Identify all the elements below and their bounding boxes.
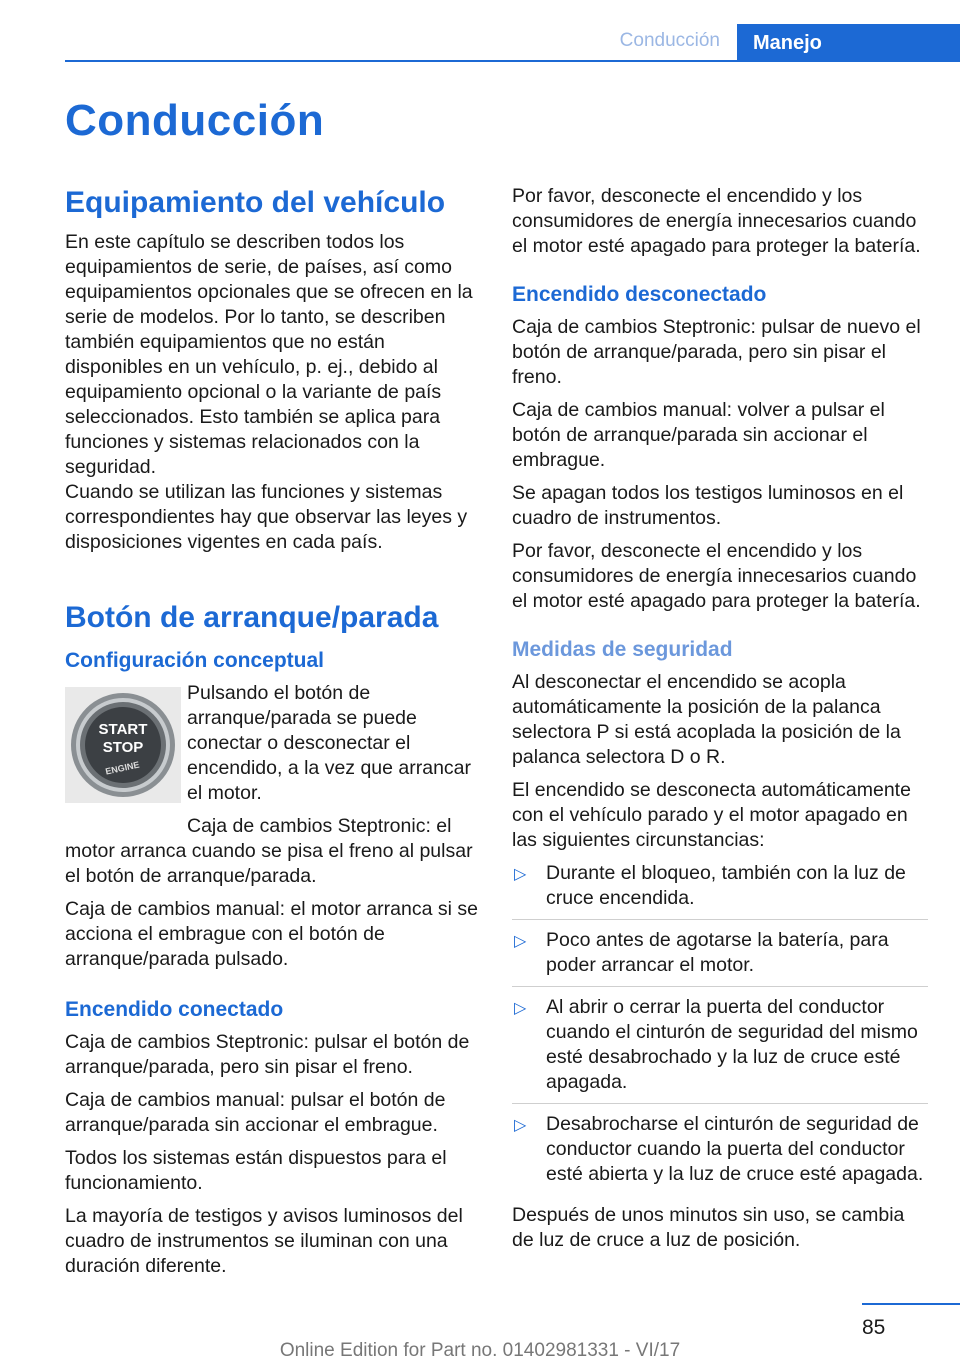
- start-stop-figure-row: [65, 681, 479, 839]
- button-text-engine: ENGINE: [104, 759, 141, 777]
- paragraph: Caja de cambios Steptronic: el: [187, 815, 452, 837]
- paragraph: La mayoría de testigos y avisos luminosos del cuadro de instrumentos se iluminan con una duración diferente.: [65, 1205, 463, 1277]
- paragraph: Caja de cambios manual: el motor arranca si se acciona el embrague con el botón de arranque/parada pulsado.: [65, 898, 478, 970]
- header-rule: [65, 60, 960, 62]
- button-text-start: START: [98, 721, 148, 738]
- footer-edition: Online Edition for Part no. 01402981331 - VI/17: [279, 1340, 681, 1361]
- triangle-bullet-icon: ▷: [514, 1117, 527, 1134]
- paragraph: Cuando se utilizan las funciones y sistemas correspondientes hay que observar las leyes y disposiciones vigentes en cada país.: [65, 481, 468, 553]
- header-section-label: Conducción: [619, 30, 720, 51]
- paragraph: Caja de cambios Steptronic: pulsar el botón de arranque/parada, pero sin pisar el freno.: [65, 1031, 470, 1078]
- list-item: ▷ Durante el bloqueo, también con la luz de cruce encendida.: [512, 861, 928, 920]
- paragraph: Por favor, desconecte el encendido y los consumidores de energía innecesarios cuando el motor esté apagado para proteger la batería.: [512, 540, 921, 612]
- list-item: ▷ Al abrir o cerrar la puerta del conductor cuando el cinturón de seguridad del mismo esté desabrochado y la luz de cruce esté apagada.: [512, 995, 928, 1104]
- paragraph: El encendido se desconecta automáticamente con el vehículo parado y el motor apagado en las siguientes circunstancias:: [512, 779, 911, 851]
- page-number-rule: [862, 1303, 960, 1305]
- paragraph: Pulsando el botón de arranque/parada se puede conectar o desconectar el encendido, a la vez que arrancar el motor.: [187, 682, 472, 804]
- triangle-bullet-icon: ▷: [514, 1000, 527, 1017]
- subsection-title-concept: Configuración conceptual: [65, 649, 325, 672]
- paragraph: Todos los sistemas están dispuestos para el funcionamiento.: [65, 1147, 447, 1194]
- subsection-title-ignition-off: Encendido desconectado: [512, 283, 767, 306]
- paragraph: En este capítulo se describen todos los equipamientos de serie, de países, así como equipamientos opcionales que se ofrecen en la serie de modelos. Por lo tanto, se describen también equipamientos que no están disponibles en un vehículo, p. ej., debido al equipamiento opcional o la variante de país seleccionados. Esto también se aplica para funciones y sistemas relacionados con la seguridad.: [65, 231, 473, 478]
- paragraph: Caja de cambios manual: volver a pulsar el botón de arranque/parada sin accionar el embrague.: [512, 399, 885, 471]
- list-item: ▷ Poco antes de agotarse la batería, para poder arrancar el motor.: [512, 928, 928, 987]
- safety-bullet-list: [512, 861, 928, 1195]
- left-column: [65, 184, 479, 1287]
- paragraph: Al desconectar el encendido se acopla automáticamente la posición de la palanca selectora P si está acoplada la posición de la palanca selectora D o R.: [512, 671, 901, 768]
- paragraph: Después de unos minutos sin uso, se cambia de luz de cruce a luz de posición.: [512, 1204, 905, 1251]
- paragraph: motor arranca cuando se pisa el freno al pulsar el botón de arranque/parada.: [65, 840, 473, 887]
- paragraph: Se apagan todos los testigos luminosos en el cuadro de instrumentos.: [512, 482, 904, 529]
- start-stop-button-image: [65, 687, 181, 803]
- paragraph: Caja de cambios manual: pulsar el botón de arranque/parada sin accionar el embrague.: [65, 1089, 446, 1136]
- subsection-title-safety: Medidas de seguridad: [512, 638, 733, 661]
- list-item: ▷ Desabrocharse el cinturón de seguridad de conductor cuando la puerta del conductor esté abierta y la luz de cruce esté apagada.: [514, 1113, 924, 1185]
- section-title-start-stop: Botón de arranque/parada: [65, 601, 439, 634]
- header-tab: Manejo: [737, 24, 960, 62]
- paragraph: Caja de cambios Steptronic: pulsar de nuevo el botón de arranque/parada, pero sin pisar el freno.: [512, 316, 921, 388]
- right-column: [512, 184, 928, 1261]
- triangle-bullet-icon: ▷: [514, 933, 527, 950]
- paragraph: Por favor, desconecte el encendido y los consumidores de energía innecesarios cuando el motor esté apagado para proteger la batería.: [512, 185, 921, 257]
- page-number: 85: [862, 1316, 886, 1339]
- section-title-equipment: Equipamiento del vehículo: [65, 186, 446, 219]
- button-text-stop: STOP: [102, 739, 144, 756]
- chapter-title: Conducción: [65, 96, 325, 145]
- subsection-title-ignition-on: Encendido conectado: [65, 998, 284, 1021]
- triangle-bullet-icon: ▷: [514, 866, 527, 883]
